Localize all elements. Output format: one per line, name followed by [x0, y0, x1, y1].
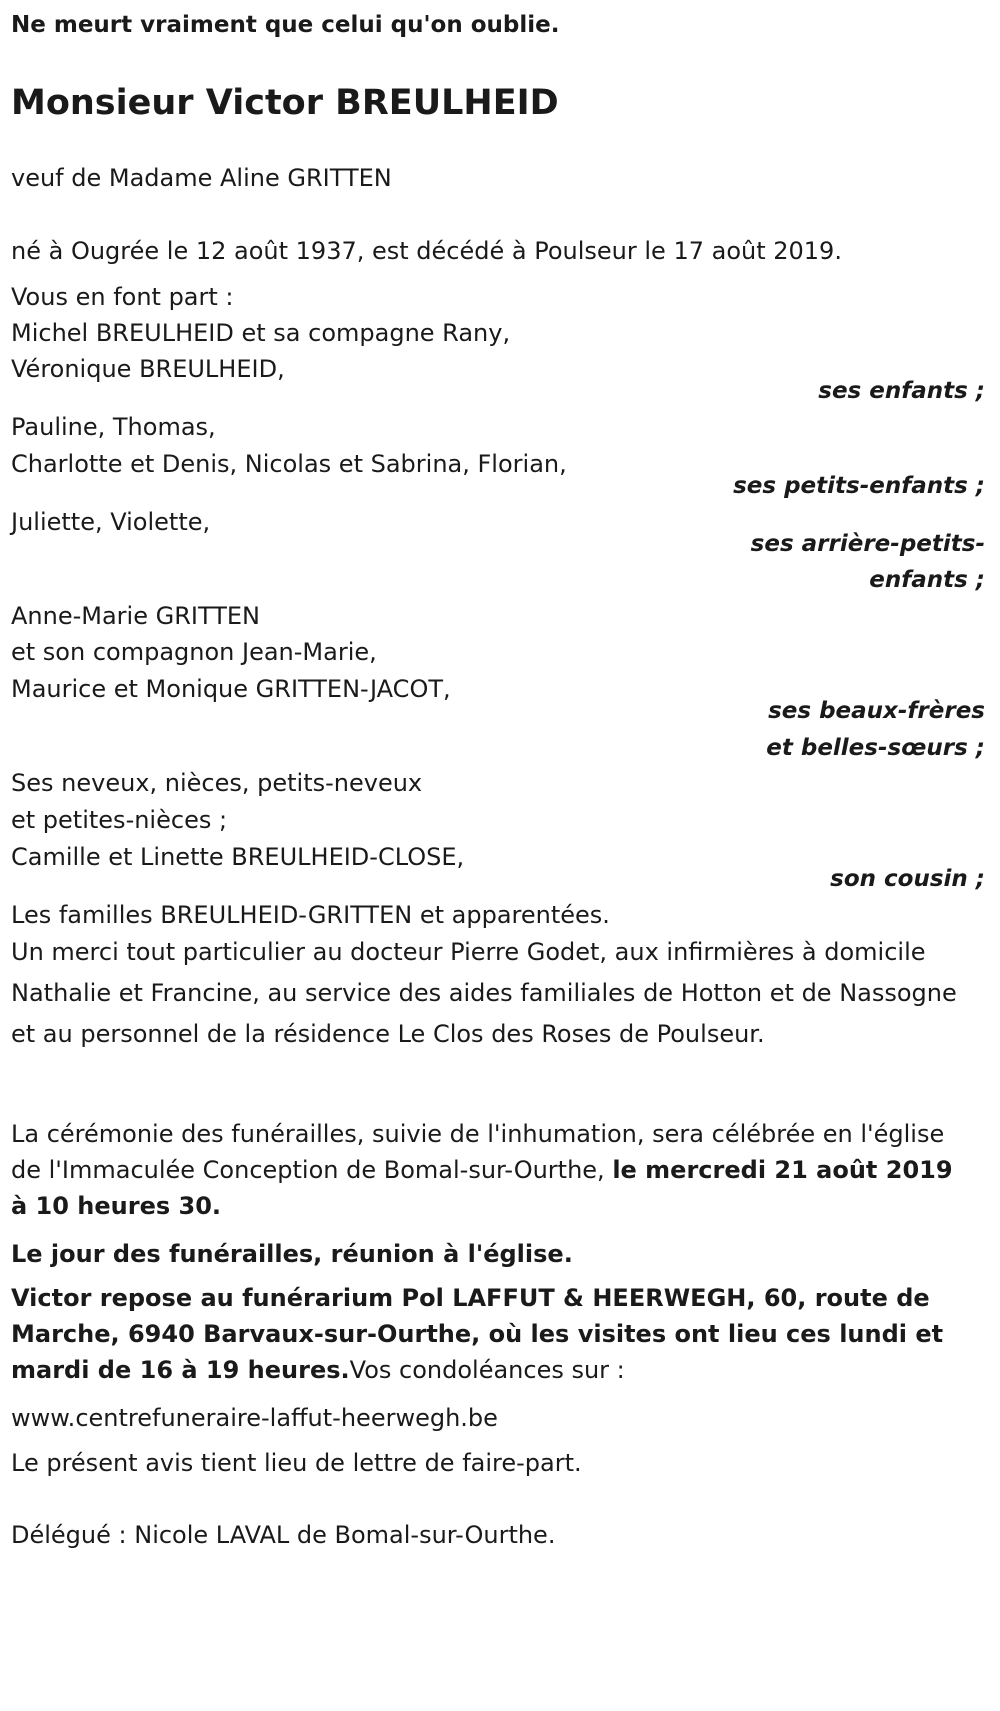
relation-great-grandchildren-2: enfants ; — [869, 567, 985, 593]
widower-line: veuf de Madame Aline GRITTEN — [11, 164, 392, 192]
relation-grandchildren: ses petits-enfants ; — [733, 473, 985, 499]
children-line: Véronique BREULHEID, — [11, 355, 285, 383]
grandchildren-line: Charlotte et Denis, Nicolas et Sabrina, Florian, — [11, 450, 567, 478]
relation-in-laws-1: ses beaux-frères — [768, 698, 985, 724]
repose-text: Victor repose au funérarium Pol LAFFUT & HEERWEGH, 60, route de Marche, 6940 Barvaux-sur-Ourthe, où les visites ont lieu ces lundi et mardi de 16 à 19 heures. — [11, 1284, 944, 1384]
thanks-paragraph: Un merci tout particulier au docteur Pierre Godet, aux infirmières à domicile Nathalie et Francine, au service des aides familiales de Hotton et de Nassogne et au personnel de la résidence Le Clos des Roses de Poulseur. — [11, 938, 957, 1048]
website-link[interactable]: www.centrefuneraire-laffut-heerwegh.be — [11, 1404, 498, 1432]
repose-paragraph — [11, 1280, 971, 1388]
great-grandchildren-line: Juliette, Violette, — [11, 508, 211, 536]
in-laws-line: et son compagnon Jean-Marie, — [11, 638, 377, 666]
ceremony-paragraph — [11, 1116, 971, 1224]
notice-line: Le présent avis tient lieu de lettre de faire-part. — [11, 1449, 582, 1477]
ceremony-date: le mercredi 21 août 2019 à 10 heures 30. — [11, 1156, 953, 1220]
in-laws-line: Anne-Marie GRITTEN — [11, 602, 260, 630]
grandchildren-line: Pauline, Thomas, — [11, 413, 216, 441]
meeting-line: Le jour des funérailles, réunion à l'église. — [11, 1240, 573, 1268]
relation-children: ses enfants ; — [818, 378, 985, 404]
families-line: Les familles BREULHEID-GRITTEN et apparentées. — [11, 901, 610, 929]
motto: Ne meurt vraiment que celui qu'on oublie. — [11, 12, 560, 38]
cousin-line: Camille et Linette BREULHEID-CLOSE, — [11, 843, 465, 871]
delegate-line: Délégué : Nicole LAVAL de Bomal-sur-Ourthe. — [11, 1521, 556, 1549]
nephews-line: Ses neveux, nièces, petits-neveux — [11, 769, 423, 797]
nephews-line: et petites-nièces ; — [11, 806, 228, 834]
relation-in-laws-2: et belles-sœurs ; — [766, 735, 985, 761]
relation-great-grandchildren-1: ses arrière-petits- — [750, 531, 985, 557]
in-laws-line: Maurice et Monique GRITTEN-JACOT, — [11, 675, 451, 703]
relation-cousin: son cousin ; — [830, 866, 985, 892]
announce-intro: Vous en font part : — [11, 283, 234, 311]
birth-death-line: né à Ougrée le 12 août 1937, est décédé à Poulseur le 17 août 2019. — [11, 237, 842, 265]
ceremony-text: La cérémonie des funérailles, suivie de l'inhumation, sera célébrée en l'église de l'Immaculée Conception de Bomal-sur-Ourthe, — [11, 1120, 945, 1184]
condolences-label: Vos condoléances sur : — [349, 1356, 625, 1384]
children-line: Michel BREULHEID et sa compagne Rany, — [11, 319, 511, 347]
deceased-name: Monsieur Victor BREULHEID — [11, 83, 559, 123]
